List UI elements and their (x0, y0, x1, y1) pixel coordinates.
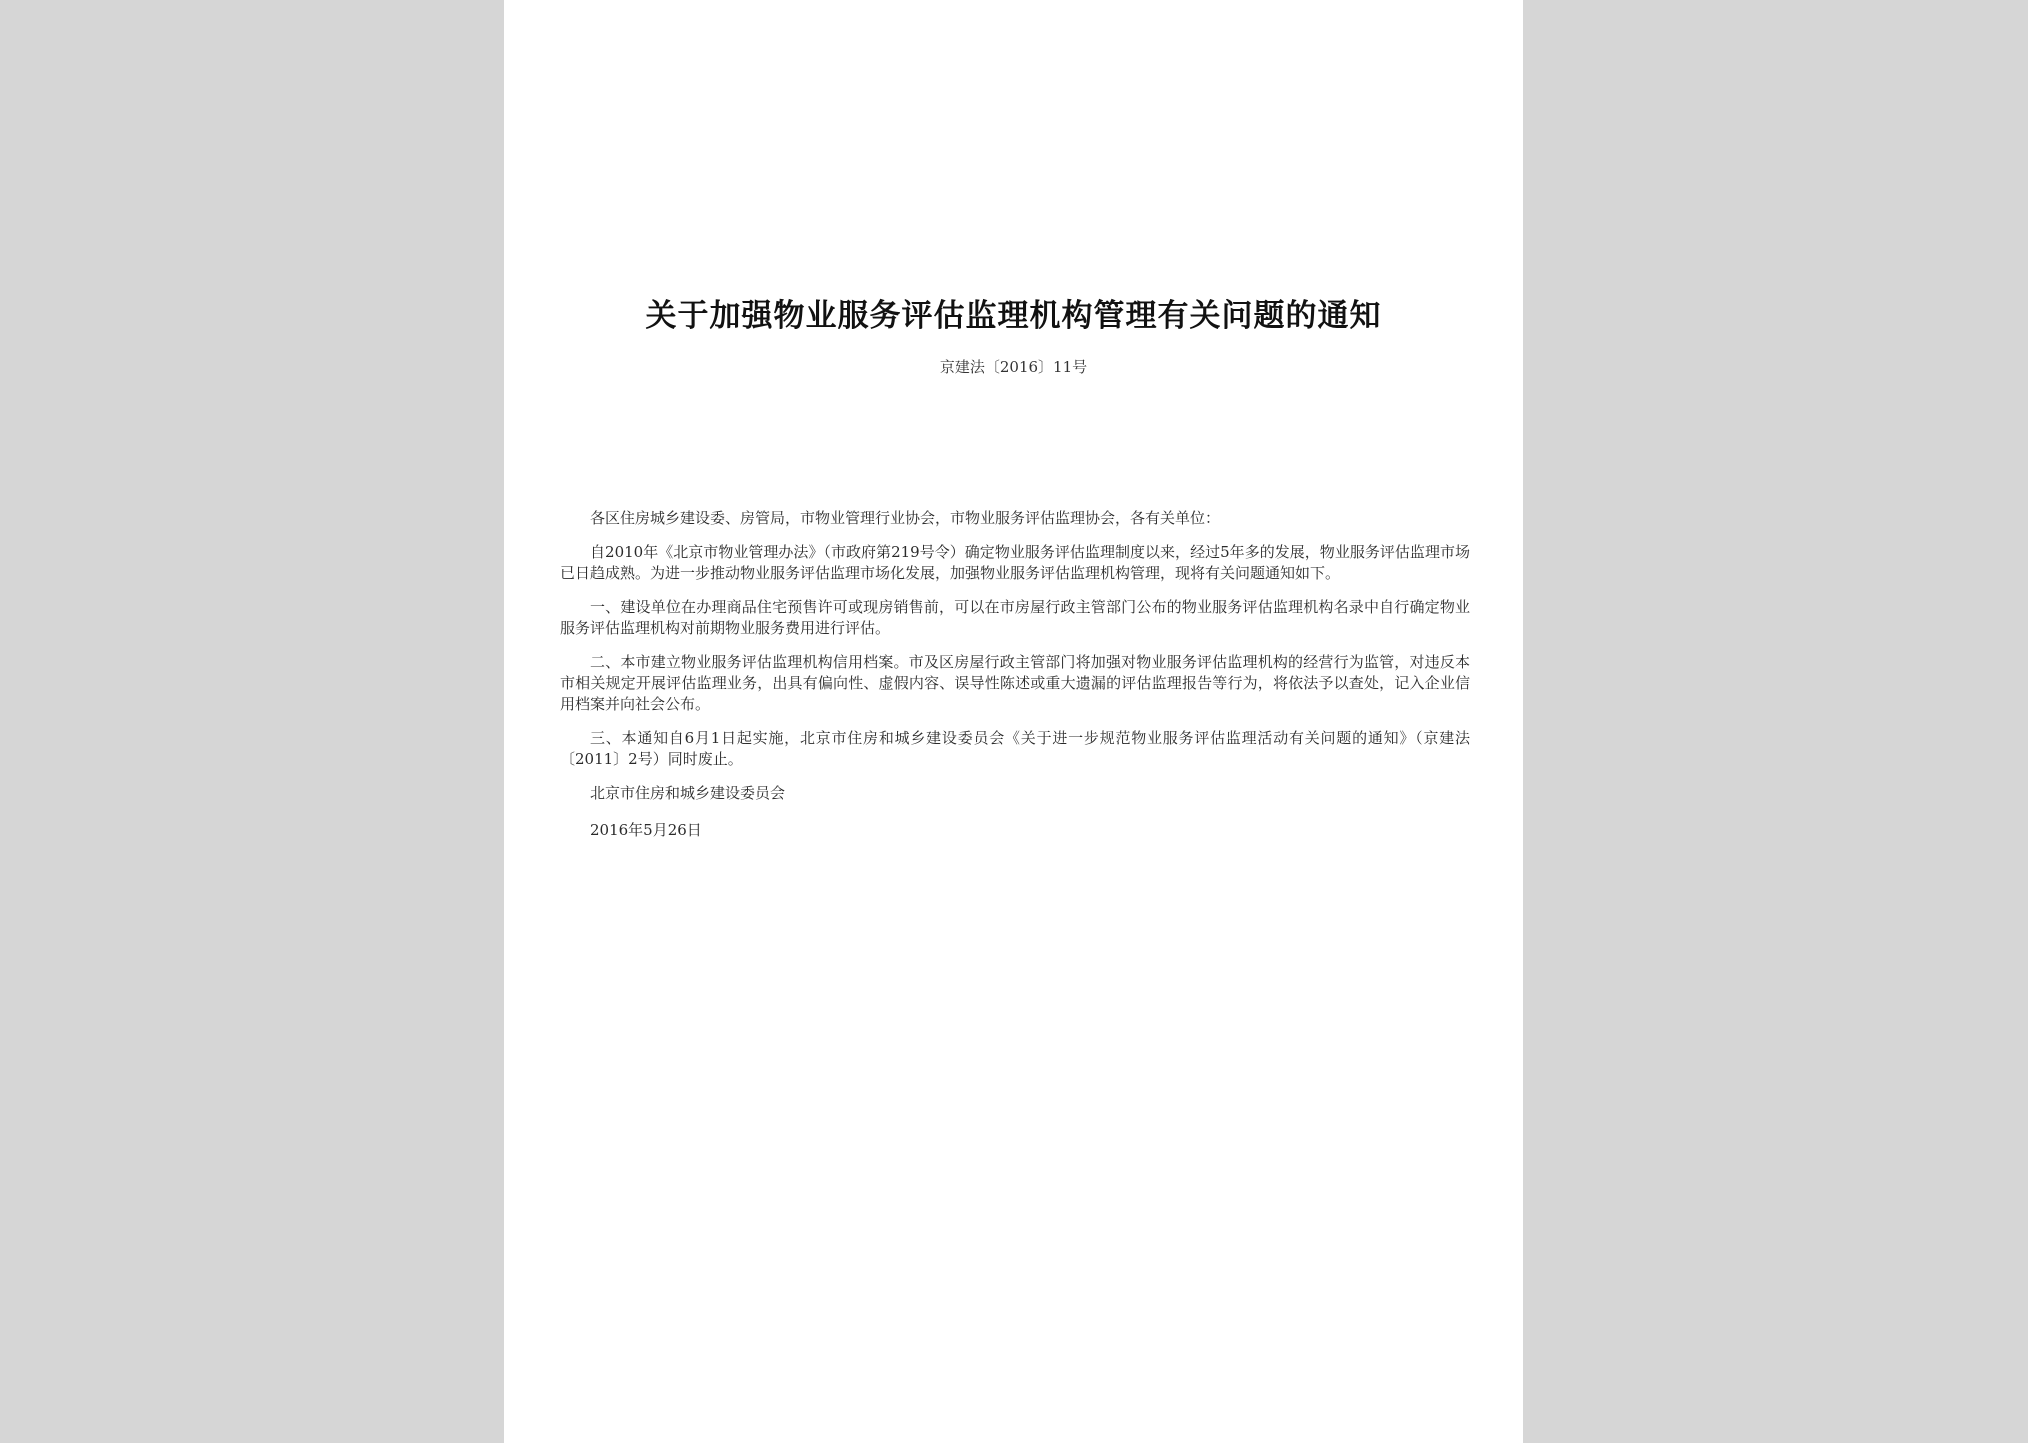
item-1: 一、建设单位在办理商品住宅预售许可或现房销售前，可以在市房屋行政主管部门公布的物业服务评估监理机构名录中自行确定物业服务评估监理机构对前期物业服务费用进行评估。 (560, 598, 1470, 637)
document-title: 关于加强物业服务评估监理机构管理有关问题的通知 (645, 298, 1382, 334)
document-number: 京建法〔2016〕11号 (939, 358, 1088, 376)
item-2: 二、本市建立物业服务评估监理机构信用档案。市及区房屋行政主管部门将加强对物业服务评估监理机构的经营行为监管，对违反本市相关规定开展评估监理业务，出具有偏向性、虚假内容、误导性陈述或重大遗漏的评估监理报告等行为，将依法予以查处，记入企业信用档案并向社会公布。 (560, 653, 1470, 713)
salutation: 各区住房城乡建设委、房管局，市物业管理行业协会，市物业服务评估监理协会，各有关单位： (590, 509, 1221, 527)
document-page (504, 0, 1523, 1443)
issue-date: 2016年5月26日 (590, 821, 702, 839)
item-3: 三、本通知自6月1日起实施，北京市住房和城乡建设委员会《关于进一步规范物业服务评估监理活动有关问题的通知》（京建法〔2011〕2号）同时废止。 (560, 729, 1470, 768)
issuer: 北京市住房和城乡建设委员会 (590, 784, 786, 802)
intro-paragraph: 自2010年《北京市物业管理办法》（市政府第219号令）确定物业服务评估监理制度以来，经过5年多的发展，物业服务评估监理市场已日趋成熟。为进一步推动物业服务评估监理市场化发展，加强物业服务评估监理机构管理，现将有关问题通知如下。 (560, 543, 1470, 582)
document-body (560, 508, 1470, 857)
